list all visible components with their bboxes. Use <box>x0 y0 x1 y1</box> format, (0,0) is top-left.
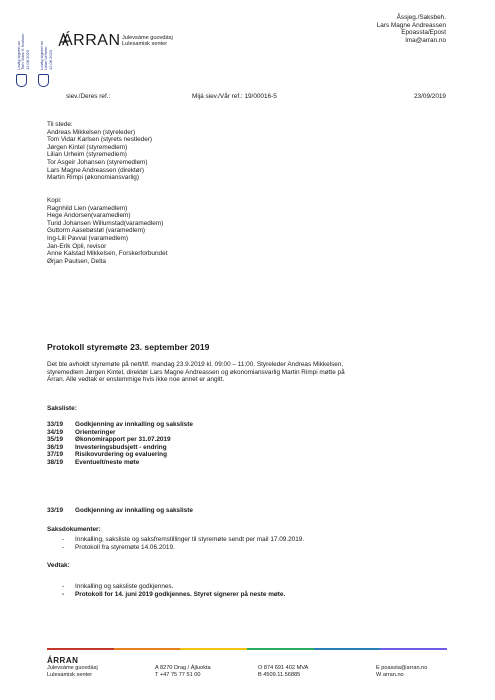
agenda-item: 36/19 Investeringsbudsjett - endring <box>47 443 167 451</box>
footer-address: A 8270 Drag / Ájluokta T +47 75 77 51 00 <box>155 665 211 678</box>
seal-icon <box>16 74 27 87</box>
list-item: Ragnhild Lien (varamedlem) <box>47 204 128 212</box>
agenda-item: 34/19 Orienteringer <box>47 428 116 436</box>
sender-name: Lars Magne Andreassen <box>376 21 446 29</box>
footer-name: ÁRRAN <box>47 656 79 665</box>
list-item: Martin Rimpi (økonomiansvarlig) <box>47 174 139 182</box>
footer-line-1: Julevsáme guovdásj <box>47 665 98 671</box>
logo-name: ÁRRAN <box>62 32 121 49</box>
list-item: Tor Asgeir Johansen (styremedlem) <box>47 158 148 166</box>
footer-org <box>47 656 98 678</box>
footer-divider <box>47 648 447 650</box>
list-item: Anne Kalstad Mikkelsen, Forskerforbundet <box>47 250 168 258</box>
letter-date: 23/09/2019 <box>414 93 446 100</box>
list-item: Turid Johansen Willumstad(varamedlem) <box>47 219 164 227</box>
agenda-item: 37/19 Risikovurdering og evaluering <box>47 451 167 459</box>
docs-list <box>62 536 304 551</box>
sender-block <box>377 14 446 44</box>
sender-email[interactable]: lma@arran.no <box>405 36 446 44</box>
list-item: Lars Magne Andreassen (direktør) <box>47 166 144 174</box>
list-item: Ing-Lill Pavval (varamedlem) <box>47 234 128 242</box>
list-item: - Protokoll fra styremøte 14.06.2019. <box>62 543 175 551</box>
copy-list <box>47 197 167 265</box>
list-item: Guttorm Aasebøstøl (varamedlem) <box>47 227 146 235</box>
sender-role: Åssjeg./Saksbeh. <box>396 14 446 21</box>
signature-text-2: Lovlig signert av Lilian Urheim 12.08.2020 <box>39 41 53 70</box>
agenda-list <box>47 421 193 467</box>
seal-icon <box>38 74 49 87</box>
our-ref: Mijá siev./Vår ref.: 19/00016-5 <box>192 93 277 100</box>
docs-heading: Saksdokumenter: <box>47 526 101 533</box>
footer-email[interactable]: E poassta@arran.no <box>376 665 428 671</box>
your-ref: siev./Deres ref.: <box>66 93 111 100</box>
list-item: Jørgen Kintel (styremedlem) <box>47 143 128 151</box>
copy-heading: Kopi: <box>47 197 62 204</box>
list-item: - Innkalling, saksliste og saksfremstillinger til styremøte sendt per mail 17.09.2019. <box>62 536 305 543</box>
sender-email-label: Epoassta/Epost <box>401 29 446 37</box>
footer-line-2: Lulesamisk senter <box>47 671 93 678</box>
list-item: Tom Vidar Karlsen (styrets nestleder) <box>47 136 153 144</box>
present-list <box>47 121 152 182</box>
page-title: Protokoll styremøte 23. september 2019 <box>47 342 210 352</box>
footer-org-number: O 874 691 402 MVA B 4509.11.56885 <box>258 665 309 678</box>
agenda-heading: Saksliste: <box>47 405 77 412</box>
list-item: Hege Andorsen(varamedlem) <box>47 212 131 220</box>
list-item: - Protokoll for 14. juni 2019 godkjennes. Styret signerer på neste møte. <box>62 590 286 598</box>
list-item: Lilian Urheim (styremedlem) <box>47 151 127 159</box>
agenda-item: 38/19 Eventuelt/neste møte <box>47 458 140 466</box>
logo-line-2: Lulesamisk senter <box>122 41 168 47</box>
signature-text-1: Lovlig signert av Tom Vidar K Karlsen 12.08.2020 <box>16 33 30 70</box>
agenda-item: 35/19 Økonomirapport per 31.07.2019 <box>47 436 171 444</box>
list-item: - Innkalling og saksliste godkjennes. <box>62 583 174 590</box>
logo-line-1: Julevsáme guovdásj <box>122 35 173 41</box>
list-item: Ørjan Paulsen, Delta <box>47 257 106 265</box>
footer-web[interactable]: W arran.no <box>376 671 404 678</box>
agenda-item: 33/19 Godkjenning av innkalling og saksliste <box>47 421 193 428</box>
present-heading: Til stede: <box>47 121 73 128</box>
case-heading: 33/19 Godkjenning av innkalling og saksliste <box>47 507 193 514</box>
decision-list <box>62 583 285 598</box>
decision-heading: Vedtak: <box>47 562 70 569</box>
list-item: Andreas Mikkelsen (styreleder) <box>47 128 136 136</box>
footer-contact <box>376 665 427 678</box>
list-item: Jan-Erik Opli, revisor <box>47 242 107 250</box>
intro-paragraph: Det ble avholdt styremøte på nett/tlf. mandag 23.9.2019 kl. 09:00 – 11:00. Styreleder Andreas Mikkelsen, styremedlem Jørgen Kintel, direktør Lars Magne Andreassen og økonomiansvarlig Martin Rimpi møtte på Árran. Alle vedtak er enstemmige hvis ikke noe annet er angitt. <box>47 361 345 384</box>
